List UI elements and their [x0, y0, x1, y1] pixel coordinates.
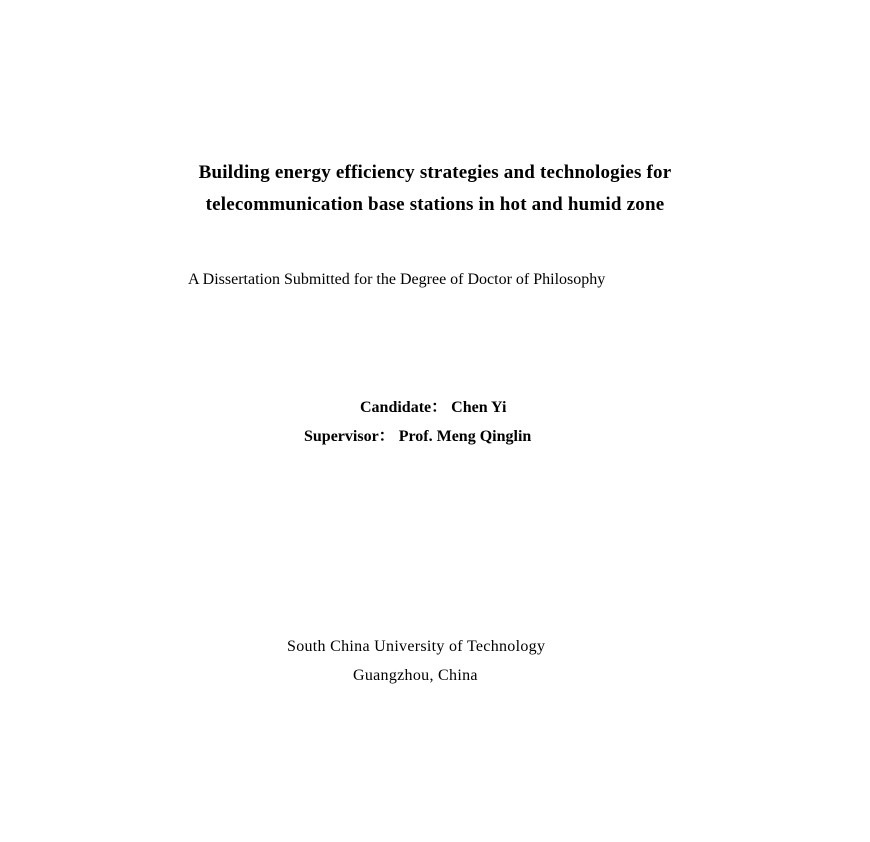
supervisor-line [304, 423, 531, 446]
candidate-label: Candidate： [360, 399, 448, 416]
university-location: Guangzhou, China [353, 667, 478, 684]
supervisor-name: Prof. Meng Qinglin [398, 428, 532, 445]
university-name: South China University of Technology [287, 638, 546, 655]
candidate-line [360, 394, 506, 417]
dissertation-title-line-2: telecommunication base stations in hot and humid zone [205, 194, 665, 215]
supervisor-label: Supervisor： [304, 428, 395, 445]
candidate-name: Chen Yi [451, 399, 507, 416]
dissertation-title-line-1: Building energy efficiency strategies and technologies for [198, 162, 672, 183]
degree-statement: A Dissertation Submitted for the Degree of Doctor of Philosophy [188, 271, 606, 288]
